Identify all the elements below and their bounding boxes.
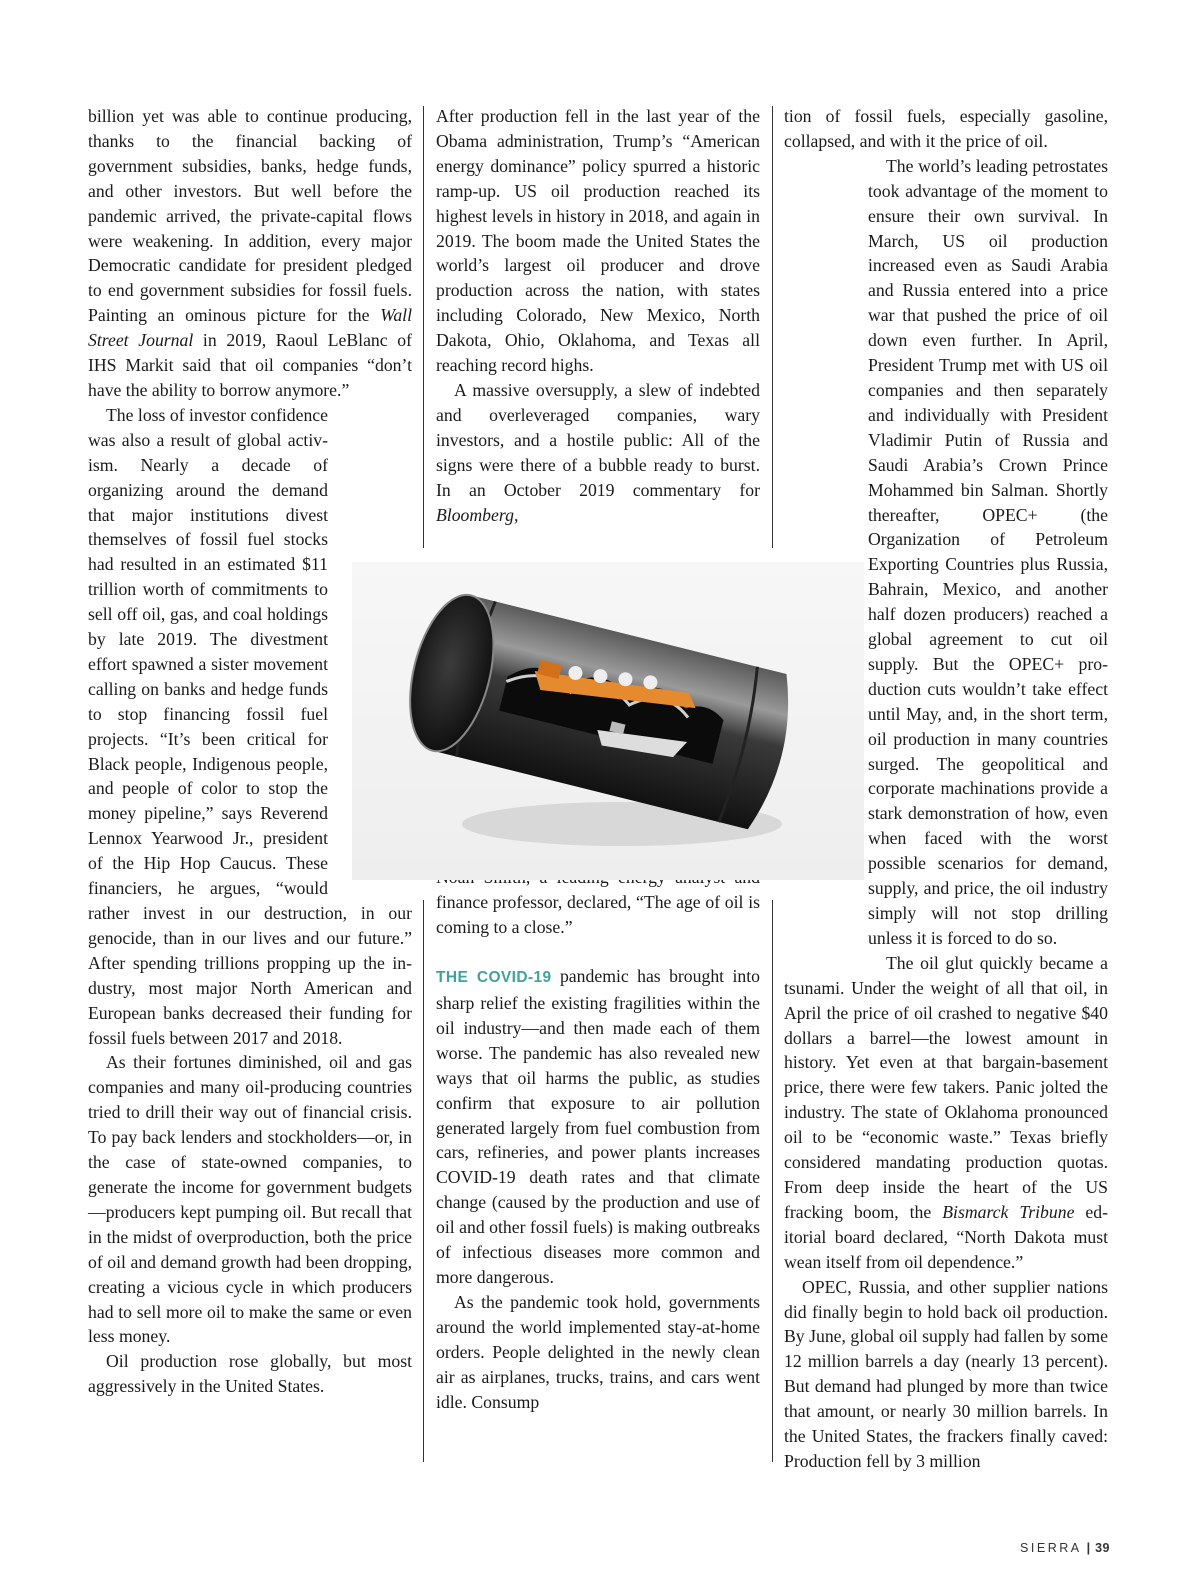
paragraph: OPEC, Russia, and other supplier nations did finally begin to hold back oil production. By June, global oil supply had fallen by some 12 million barrels a day (nearly 13 percent). But demand had plunged by more than twice that amount, or nearly 30 million barrels. In the United States, the frackers finally caved: Production fell by 3 million xyxy=(784,1276,1108,1471)
paragraph: THE COVID-19 pandemic has brought into sharp relief the existing fragilities within the oil industry—and then made each of them worse. The pandemic has also revealed new ways that oil harms the public, as studies confirm that exposure to air pollution generated largely from fuel combustion from cars, refineries, and power plants increases COVID-19 death rates and that climate change (caused by the production and use of oil and other fossil fuels) is making outbreaks of infectious diseases more common and more dangerous. xyxy=(436,966,760,1287)
oil-barrel-with-tankers-icon xyxy=(352,562,864,880)
column-divider xyxy=(423,106,424,548)
page-number: 39 xyxy=(1095,1541,1110,1555)
paragraph: After production fell in the last year of the Obama administration, Trump’s “American energy dominance” policy spurred a historic ramp-up. US oil production reached its highest levels in history in 2018, and again in 2019. The boom made the United States the world’s largest oil producer and drove production across the nation, with states including Colorado, New Mexico, North Dakota, Ohio, Oklahoma, and Texas all reaching record highs. xyxy=(436,106,760,376)
column-divider xyxy=(772,106,773,548)
column-divider xyxy=(423,900,424,1462)
oil-barrel-illustration xyxy=(352,562,864,880)
section-lead-in: THE COVID-19 xyxy=(436,969,552,987)
paragraph: A massive oversupply, a slew of indebted and overleveraged companies, wary investors, and a hostile public: All of the signs were there of a bubble ready to burst. In an October 2019 commentary for Bloomberg, finance professor, declared, “The age of oil is coming to a close.” xyxy=(436,379,760,938)
paragraph: Oil production rose globally, but most aggressively in the United States. xyxy=(88,1351,412,1397)
paragraph: As the pandemic took hold, governments around the world implemented stay-at-home orders. People delighted in the newly clean air as airplanes, trucks, trains, and cars went idle. Consump xyxy=(436,1291,760,1412)
paragraph: As their fortunes diminished, oil and gas companies and many oil-producing countries tried to drill their way out of financial crisis. To pay back lenders and stockholders—or, in the case of state-owned companies, to generate the income for government budgets—producers kept pumping oil. But recall that in the midst of overproduction, both the price of oil and demand growth had been dropping, creating a vicious cycle in which producers had to sell more oil to make the same or even less money. xyxy=(88,1052,412,1347)
paragraph: tion of fossil fuels, especially gasoline, collapsed, and with it the price of oil. xyxy=(784,106,1108,151)
paragraph: The oil glut quickly became a tsunami. Under the weight of all that oil, in April the price of oil crashed to negative $40 dollars a barrel—the lowest amount in history. Yet even at that bargain-basement price, there were few takers. Panic jolted the industry. The state of Oklahoma pronounced oil to be “economic waste.” Texas briefly considered mandating production quotas. From deep inside the heart of the US fracking boom, the Bismarck Tribune editorial board declared, “North Dakota must wean itself from oil dependence.” xyxy=(784,952,1109,1272)
footer-separator: | xyxy=(1086,1541,1091,1555)
paragraph: The loss of investor confidence was also a result of global activism. Nearly a decade of organizing around the demand that major institutions divest themselves of fossil fuel stocks had resulted in an estimated $11 trillion worth of commitments to sell off oil, gas, and coal holdings by late 2019. The divestment effort spawned a sister movement calling on banks and hedge funds to stop financing fossil fuel projects. “It’s been critical for Black people, Indigenous people, and people of color to stop the money pipeline,” says Reverend Lennox Yearwood Jr., president of the Hip Hop Caucus. These financiers, he argues, “would rather invest in our destruction, in our genocide, than in our lives and our future.” After spending trillions propping up the industry, most major North American and European banks decreased their funding for fossil fuels between 2017 and 2018. xyxy=(88,404,412,1048)
paragraph: The world’s leading petrostates took advantage of the moment to ensure their own survival. In March, US oil production increased even as Saudi Arabia and Russia entered into a price war that pushed the price of oil down even further. In April, President Trump met with US oil companies and then separately and individually with President Vladimir Putin of Russia and Saudi Arabia’s Crown Prince Mohammed bin Salman. Shortly thereafter, OPEC+ (the Organization of Petroleum Exporting Countries plus Russia, Bahrain, Mexico, and another half dozen producers) reached a global agreement to cut oil supply. But the OPEC+ production cuts wouldn’t take effect until May, and, in the short term, oil production in many countries surged. The geopolitical and corporate machinations provide a stark demonstration of how, even when faced with the worst possible scenarios for demand, supply, and price, the oil industry simply will not stop drilling unless it is forced to do so. xyxy=(868,155,1108,948)
magazine-name: SIERRA xyxy=(1020,1541,1082,1555)
page-footer xyxy=(1000,1541,1110,1555)
column-divider xyxy=(772,900,773,1462)
paragraph: billion yet was able to continue producing, thanks to the financial backing of government subsidies, banks, hedge funds, and other investors. But well before the pandemic arrived, the private-capital flows were weakening. In addition, every major Democratic candidate for president pledged to end government subsidies for fossil fuels. Painting an ominous picture for the Wall Street Journal in 2019, Raoul LeBlanc of IHS Markit said that oil companies “don’t have the ability to borrow anymore.” xyxy=(88,106,412,400)
